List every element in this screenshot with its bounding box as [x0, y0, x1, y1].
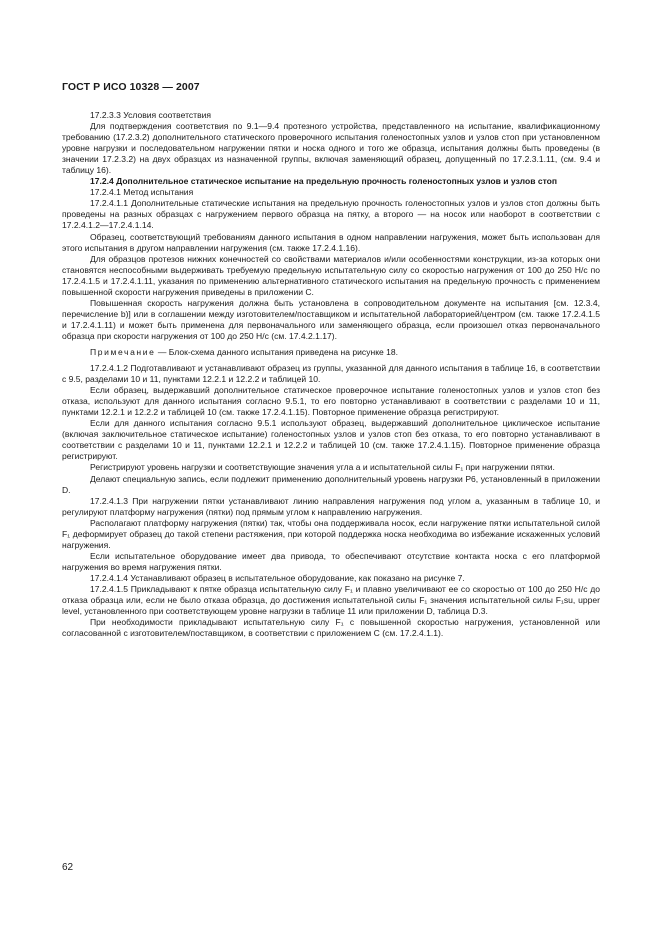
paragraph: Если испытательное оборудование имеет два привода, то обеспечивают отсутствие контакта носка с его платформой нагружения во время нагружения пятки. — [62, 550, 600, 572]
paragraph: Повышенная скорость нагружения должна быть установлена в сопроводительном документе на испытания [см. 12.3.4, перечисление b)] или в соглашении между изготовителем/поставщиком и испытательной лабораторией/центром (см. также 17.2.4.1.5 и 17.2.4.1.11) и может быть применена для первоначального или заменяющего образца, если произошел отказ первоначального образца при скорости нагружения от 100 до 250 Н/с (см. 17.4.2.1.17). — [62, 297, 600, 341]
paragraph: При необходимости прикладывают испытательную силу F₁ с повышенной скоростью нагружения, установленной или согласованной с изготовителем/поставщиком, в соответствии с приложением С (см. 17.2.4.1.1). — [62, 617, 600, 639]
note — [62, 347, 600, 358]
note-label: Примечание — [90, 346, 156, 357]
paragraph: Располагают платформу нагружения (пятки) так, чтобы она поддерживала носок, если нагружение пятки испытательной силой F₁ деформирует образец до такой степени растяжения, при которой поддержка носка необходима во избежание искаженных условий нагружения. — [62, 517, 600, 550]
document-body — [62, 110, 600, 639]
paragraph: Если образец, выдержавший дополнительное статическое проверочное испытание голеностопных узлов и узлов стоп без отказа, используют для данного испытания согласно 9.5.1, то его повторно устанавливают в соответствии с разделами 10 и 11, пунктами 12.2.1 и 12.2.2 и таблицей 10 (см. также 17.2.4.1.15). Повторное применение образца регистрируют. — [62, 385, 600, 418]
paragraph: 17.2.4.1.5 Прикладывают к пятке образца испытательную силу F₁ и плавно увеличивают ее со скоростью от 100 до 250 Н/с до отказа образца или, если не было отказа образца, до достижения испытательной силы F₁ значения испытательной силы F₁su, upper level, установленного при соответствующем уровне нагрузки в таблице 11 или приложении D, таблица D.3. — [62, 583, 600, 617]
paragraph: 17.2.4.1.3 При нагружении пятки устанавливают линию направления нагружения под углом a, указанным в таблице 10, и регулируют платформу нагружения (пятки) под прямым углом к направлению нагружения. — [62, 495, 600, 517]
paragraph: 17.2.4.1.4 Устанавливают образец в испытательное оборудование, как показано на рисунке 7. — [90, 572, 465, 583]
paragraph: Регистрируют уровень нагрузки и соответствующие значения угла a и испытательной силы F₁ при нагружении пятки. — [90, 462, 555, 473]
paragraph: Если для данного испытания согласно 9.5.1 используют образец, выдержавший дополнительное циклическое испытание (включая заключительное статическое испытание) голеностопных узлов и узлов стоп без отказа, то его повторно устанавливают в соответствии с разделами 10 и 11, пунктами 12.2.1 и 12.2.2 и таблицей 10 (см. также 17.2.4.1.15). Повторное применение образца регистрируют. — [62, 418, 600, 462]
paragraph: 17.2.4.1 Метод испытания — [90, 187, 194, 198]
paragraph: 17.2.3.3 Условия соответствия — [90, 110, 212, 120]
paragraph: Для подтверждения соответствия по 9.1—9.4 протезного устройства, представленного на испытание, квалификационному требованию (17.2.3.2) дополнительного статического проверочного испытания голеностопных узлов и узлов стоп при установленном уровне нагрузки и последовательном нагружении пятки и носка одного и того же образца, испытания должны быть проведены (в значении 17.2.3.2) на двух образцах из назначенной группы, включая заменяющий образец, допущенный по 17.2.3.1.11, (см. 9.4 и таблицу 16). — [62, 121, 600, 176]
section-heading: 17.2.4 Дополнительное статическое испытание на предельную прочность голеностопных узлов и узлов стоп — [90, 176, 558, 187]
paragraph: Образец, соответствующий требованиям данного испытания в одном направлении нагружения, может быть использован для этого испытания в другом направлении нагружения (см. также 17.2.4.1.16). — [62, 231, 600, 253]
paragraph: Для образцов протезов нижних конечностей со свойствами материалов и/или особенностями конструкции, из-за которых они становятся неспособными выдерживать требуемую предельную испытательную силу со скоростью нагружения от 100 до 250 Н/с по 17.2.4.1.5 и 17.2.4.1.11, указания по применению альтернативного статического испытания на предельную прочность с применением повышенной скорости нагружения приведены в приложении С. — [62, 253, 600, 297]
paragraph: Делают специальную запись, если подлежит применению дополнительный уровень нагрузки P6, установленный в приложении D. — [62, 473, 600, 495]
document-header: ГОСТ Р ИСО 10328 — 2007 — [62, 81, 200, 93]
paragraph: 17.2.4.1.1 Дополнительные статические испытания на предельную прочность голеностопных узлов и узлов стоп должны быть проведены на разных образцах с нагружением первого образца на пятку, а второго — на носок или наоборот в соответствии с 17.2.4.1.2—17.2.4.1.14. — [62, 198, 600, 231]
page-number: 62 — [62, 862, 74, 873]
paragraph: 17.2.4.1.2 Подготавливают и устанавливают образец из группы, указанной для данного испытания в таблице 16, в соответствии с 9.5, разделами 10 и 11, пунктами 12.2.1 и 12.2.2 и таблицей 10. — [62, 363, 600, 385]
note-text: — Блок-схема данного испытания приведена на рисунке 18. — [157, 346, 399, 357]
